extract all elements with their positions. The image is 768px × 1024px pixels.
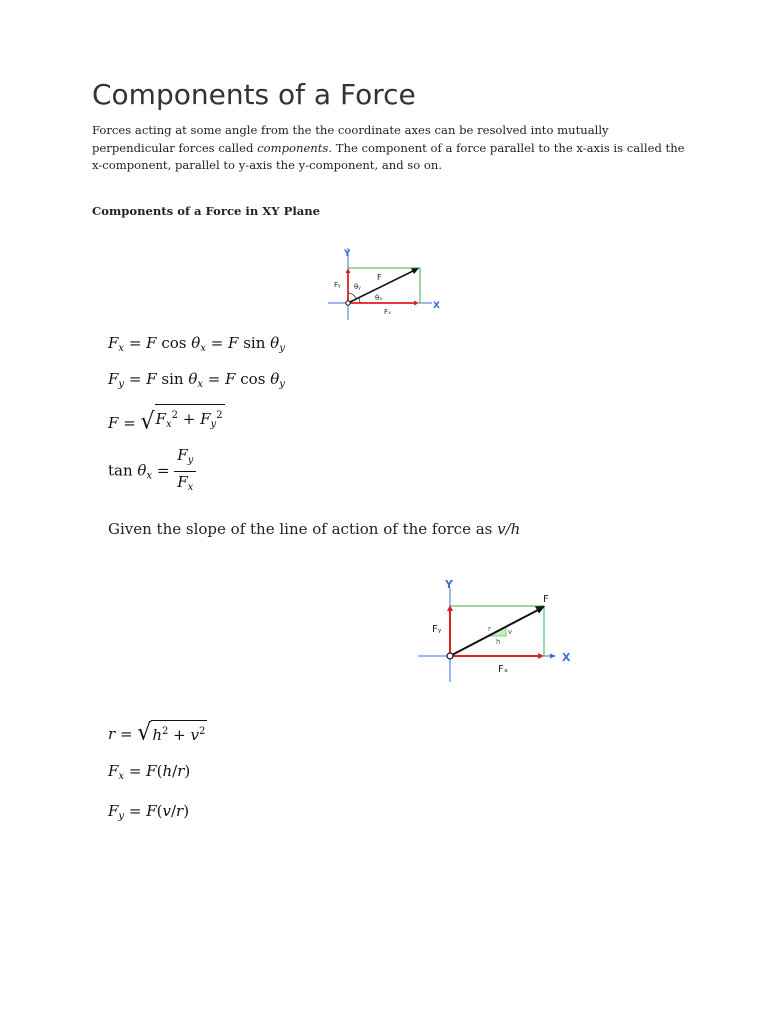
r-label: r [488, 625, 491, 633]
force-label: F [377, 273, 382, 282]
x-axis-label: X [433, 301, 440, 311]
slope-text: Given the slope of the line of action of the force as [108, 520, 498, 538]
page-title: Components of a Force [92, 78, 416, 111]
theta-x-label: θₓ [375, 294, 383, 302]
fy-label: Fᵧ [432, 624, 442, 635]
equation-fy-slope: $F_y = F(v/r)$ [108, 802, 190, 822]
equation-f-magnitude: F = √ $F_x^2 + F_y^2$ [108, 404, 225, 433]
h-label: h [496, 638, 501, 646]
intro-text-1: Forces acting at some angle from the the coordinate axes can be resolved into mutually perpendicular forces called [92, 123, 609, 155]
equation-fx: $F_x = F$ $\cos \theta_x = F$ $\sin \theta_y$ [108, 334, 285, 354]
intro-emphasis: components [257, 140, 329, 155]
force-components-diagram [326, 244, 446, 324]
v-label: v [508, 628, 513, 636]
equation-fy: $F_y = F$ $\sin \theta_x = F$ $\cos \theta_y$ [108, 370, 285, 390]
x-axis-label: X [562, 651, 571, 664]
fx-label: Fₓ [384, 308, 392, 316]
fx-label: Fₓ [498, 664, 509, 675]
force-label: F [543, 594, 549, 605]
slope-ratio: v/h [497, 520, 521, 538]
equation-fx-slope: $F_x = F(h/r)$ [108, 762, 191, 782]
y-axis-label: Y [445, 578, 453, 591]
theta-y-label: θᵧ [354, 283, 361, 291]
intro-paragraph [92, 122, 692, 175]
slope-components-diagram [412, 576, 582, 686]
intro-text-2: . The component of a force parallel to the x-axis is called the x-component, parallel to y-axis the y-component, and so on. [92, 140, 685, 172]
section-heading: Components of a Force in XY Plane [92, 204, 321, 218]
y-axis-label: Y [344, 249, 351, 259]
fy-label: Fᵧ [334, 281, 341, 289]
equation-tan-theta: $\tan \theta_x$ = $\frac{F_y}{F_x}$ [108, 446, 196, 497]
equation-r: r = √ $h^2 + v^2$ [108, 719, 206, 746]
slope-statement [108, 520, 520, 538]
